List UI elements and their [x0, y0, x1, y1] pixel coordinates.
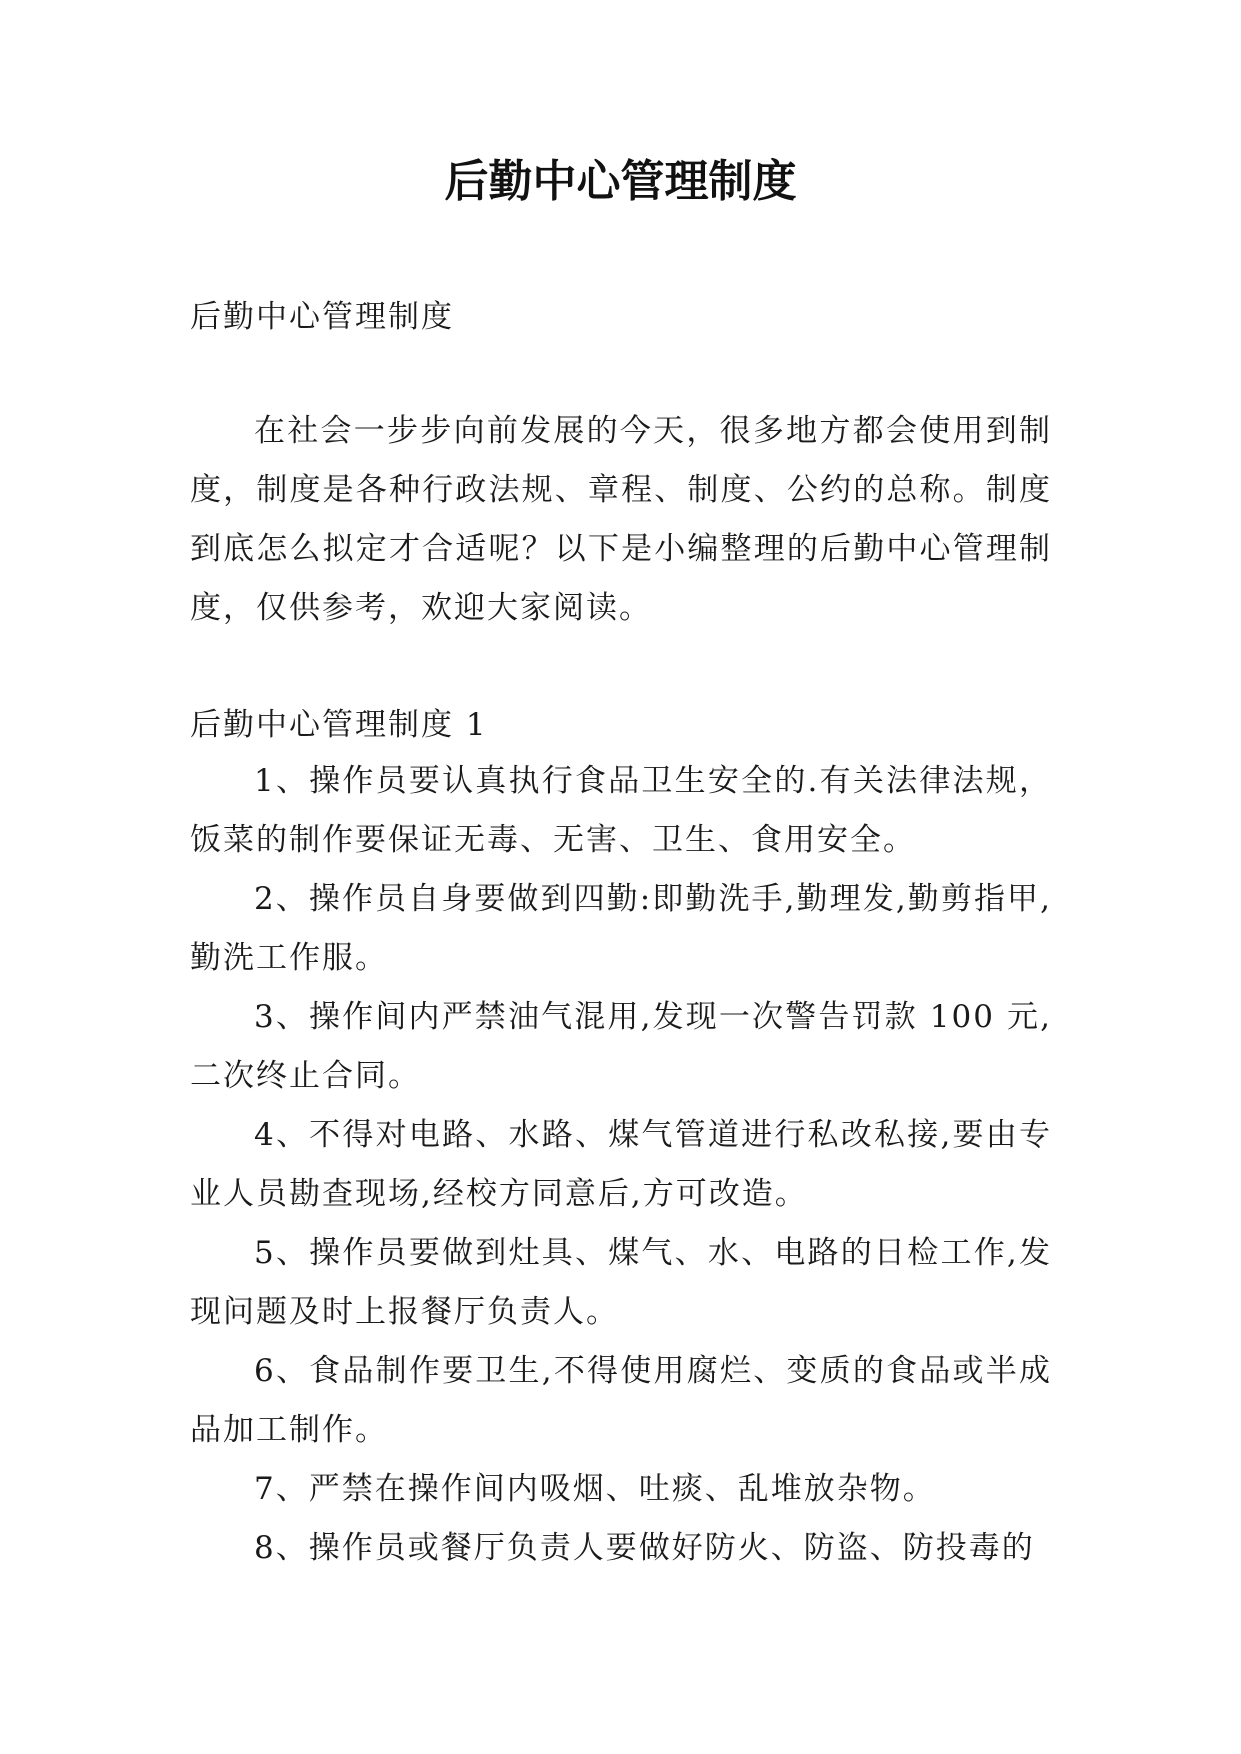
intro-paragraph: 在社会一步步向前发展的今天，很多地方都会使用到制度，制度是各种行政法规、章程、制度、公约的总称。制度到底怎么拟定才合适呢？以下是小编整理的后勤中心管理制度，仅供参考，欢迎大家阅读。: [190, 413, 1052, 626]
rule-item: 5、操作员要做到灶具、煤气、水、电路的日检工作,发现问题及时上报餐厅负责人。: [190, 1235, 1052, 1330]
rules-list: [190, 752, 1052, 1578]
rule-item: 3、操作间内严禁油气混用,发现一次警告罚款 100 元,二次终止合同。: [190, 999, 1052, 1094]
rule-item: 6、食品制作要卫生,不得使用腐烂、变质的食品或半成品加工制作。: [190, 1353, 1052, 1448]
document-subtitle: 后勤中心管理制度: [190, 299, 454, 335]
document-title: 后勤中心管理制度: [444, 156, 797, 207]
section-heading: 后勤中心管理制度 1: [190, 707, 488, 743]
rule-item: 8、操作员或餐厅负责人要做好防火、防盗、防投毒的: [254, 1530, 1035, 1566]
rule-item: 7、严禁在操作间内吸烟、吐痰、乱堆放杂物。: [254, 1471, 936, 1507]
rule-item: 4、不得对电路、水路、煤气管道进行私改私接,要由专业人员勘查现场,经校方同意后,方可改造。: [190, 1117, 1052, 1212]
rule-item: 2、操作员自身要做到四勤:即勤洗手,勤理发,勤剪指甲,勤洗工作服。: [190, 881, 1052, 976]
rule-item: 1、操作员要认真执行食品卫生安全的.有关法律法规，饭菜的制作要保证无毒、无害、卫生、食用安全。: [190, 763, 1052, 858]
